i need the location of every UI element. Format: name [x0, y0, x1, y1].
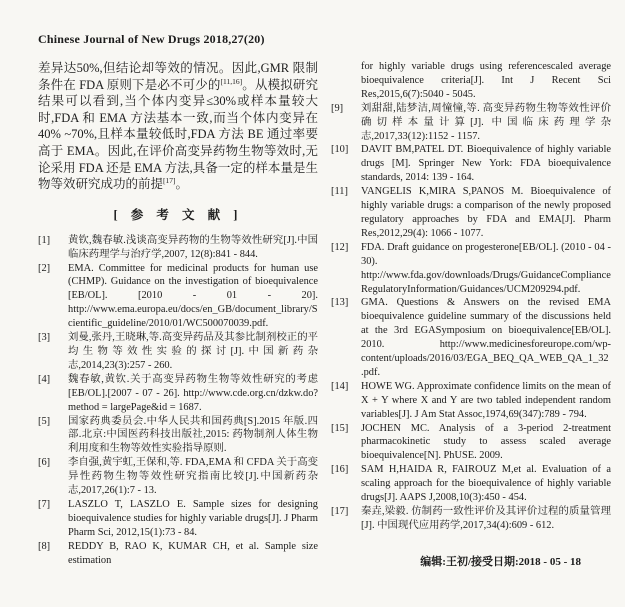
reference-number: [12] [331, 241, 349, 253]
reference-text: SAM H,HAIDA R, FAIROUZ M,et al. Evaluation of a scaling approach for the bioequivalence of highly variable drugs[J]. AAPS J,2008,10(3):450 - 454. [361, 464, 611, 504]
journal-header: Chinese Journal of New Drugs 2018,27(20) [38, 32, 265, 46]
reference-number: [17] [331, 506, 349, 517]
reference-item [38, 415, 318, 457]
reference-item [38, 234, 318, 262]
reference-item [331, 241, 611, 297]
paragraph-text: 差异达50%,但结论却等效的情况。因此,GMR 限制条件在 FDA 原则下是必不可少的 [38, 61, 318, 92]
reference-number: [4] [38, 373, 51, 385]
paragraph-text: 。从模拟研究结果可以看到,当个体内变异≤30%或样本量较大时,FDA 和 EMA 方法基本一致,而当个体内变异在40% ~70%,且样本量较低时,FDA 方法 BE 通过率要高于 EMA。因此,在评价高变异药物生物等效时,无论采用 FDA 还是 EMA 方法,具备一定的样本量是生物等效研究成功的前提 [38, 77, 318, 192]
reference-number: [5] [38, 415, 51, 427]
left-column [38, 60, 318, 569]
reference-text: DAVIT BM,PATEL DT. Bioequivalence of highly variable drugs [M]. Springer New York: FDA bioequivalence standards, 2014: 139 - 164. [361, 144, 611, 184]
reference-continuation: for highly variable drugs using referencescaled average bioequivalence criteria[J]. Int J Recent Sci Res,2015,6(7):5040 - 5045. [361, 61, 611, 100]
reference-item [38, 331, 318, 373]
reference-text: 黄钦,魏春敏.浅谈高变异药物的生物等效性研究[J].中国临床药理学与治疗学,2007, 12(8):841 - 844. [68, 234, 318, 260]
reference-text: VANGELIS K,MIRA S,PANOS M. Bioequivalence of highly variable drugs: a comparison of the newly proposed regulatory approaches by FDA and EMA[J]. Pharm Res,2012,29(4): 1066 - 1077. [361, 186, 611, 239]
body-paragraph [38, 60, 318, 193]
reference-number: [3] [38, 332, 51, 344]
reference-number: [14] [331, 380, 349, 392]
right-column [331, 60, 611, 569]
reference-number: [13] [331, 297, 349, 309]
reference-number: [15] [331, 422, 349, 434]
reference-item [331, 380, 611, 422]
reference-item [331, 143, 611, 185]
reference-number: [9] [331, 102, 344, 114]
two-column-layout [38, 60, 611, 569]
reference-number: [10] [331, 144, 349, 156]
reference-item [331, 463, 611, 505]
references-heading: [ 参 考 文 献 ] [113, 207, 243, 222]
reference-text: EMA. Committee for medicinal products for human use (CHMP). Guidance on the investigation of bioequivalence [EB/OL]. [2010 - 01 - 20]. http://www.ema.europa.eu/docs/en_GB/document_library/Scientific_guideline/2010/01/WC500070039.pdf. [68, 262, 318, 330]
reference-number: [16] [331, 464, 349, 476]
reference-text: GMA. Questions & Answers on the revised EMA bioequivalence guideline summary of the discussions held at the 3rd EGASymposium on bioequivalence[EB/OL]. 2010. http://www.medicinesforeurope.com/wp-content/uploads/2016/03/EGA_BEQ_QA_WEB_QA_1_32.pdf. [361, 297, 611, 378]
reference-item [38, 498, 318, 540]
reference-text: HOWE WG. Approximate confidence limits on the mean of X + Y where X and Y are two tabled independent random variables[J]. J Am Stat Assoc,1974,69(347):789 - 794. [361, 380, 611, 420]
reference-text: 魏春敏,黄钦.关于高变异药物生物等效性研究的考虑[EB/OL].[2007 - 07 - 26]. http://www.cde.org.cn/dzkw.do?method = largePage&id = 1687. [68, 373, 318, 413]
reference-item [38, 456, 318, 498]
reference-text: 秦垚,梁毅. 仿制药一致性评价及其评价过程的质量管理[J]. 中国现代应用药学,2017,34(4):609 - 612. [361, 506, 611, 531]
citation-superscript: [11,16] [220, 76, 243, 86]
reference-item [331, 422, 611, 464]
reference-text: REDDY B, RAO K, KUMAR CH, et al. Sample size estimation [68, 540, 318, 566]
reference-item [38, 373, 318, 415]
reference-text: 刘甜甜,陆梦洁,周憧憧,等. 高变异药物生物等效性评价确切样本量计算[J]. 中国临床药理学杂志,2017,33(12):1152 - 1157. [361, 102, 611, 142]
reference-item [38, 262, 318, 332]
reference-text: 刘曼,张丹,王晓琳,等.高变异药品及其参比制剂校正的平均生物等效性实验的探讨[J].中国新药杂志,2014,23(3):257 - 260. [68, 332, 318, 371]
reference-item [331, 505, 611, 533]
reference-item [38, 540, 318, 568]
reference-text: LASZLO T, LASZLO E. Sample sizes for designing bioequivalence studies for highly variable drugs[J]. J Pharm Pharm Sci, 2012,15(1):73 - 84. [68, 498, 318, 538]
reference-text: 李自强,黄宇虹,王保和,等. FDA,EMA 和 CFDA 关于高变异性药物生物等效性研究指南比较[J].中国新药杂志,2017,26(1):7 - 13. [68, 457, 318, 497]
reference-number: [2] [38, 262, 51, 274]
reference-number: [1] [38, 234, 51, 246]
reference-number: [11] [331, 186, 348, 198]
paragraph-text: 。 [175, 177, 189, 192]
reference-text: FDA. Draft guidance on progesterone[EB/OL]. (2010 - 04 - 30). http://www.fda.gov/downloads/Drugs/GuidanceComplianceRegulatoryInformation/Guidances/UCM209294.pdf. [361, 241, 611, 295]
reference-number: [7] [38, 498, 51, 510]
editor-acceptance-line: 编辑:王初/接受日期:2018 - 05 - 18 [420, 555, 581, 568]
reference-number: [6] [38, 457, 51, 469]
reference-item [331, 102, 611, 144]
reference-text: JOCHEN MC. Analysis of a 3-period 2-treatment pharmacokinetic study to assess scaled average bioequivalence[N]. PhUSE. 2009. [361, 422, 611, 462]
reference-item [331, 296, 611, 379]
reference-item [331, 185, 611, 241]
reference-text: 国家药典委员会.中华人民共和国药典[S].2015 年版.四部.北京:中国医药科技出版社,2015: 药物制剂人体生物利用度和生物等效性实验指导原则. [68, 415, 318, 455]
reference-number: [8] [38, 540, 51, 552]
citation-superscript: [17] [163, 176, 176, 185]
